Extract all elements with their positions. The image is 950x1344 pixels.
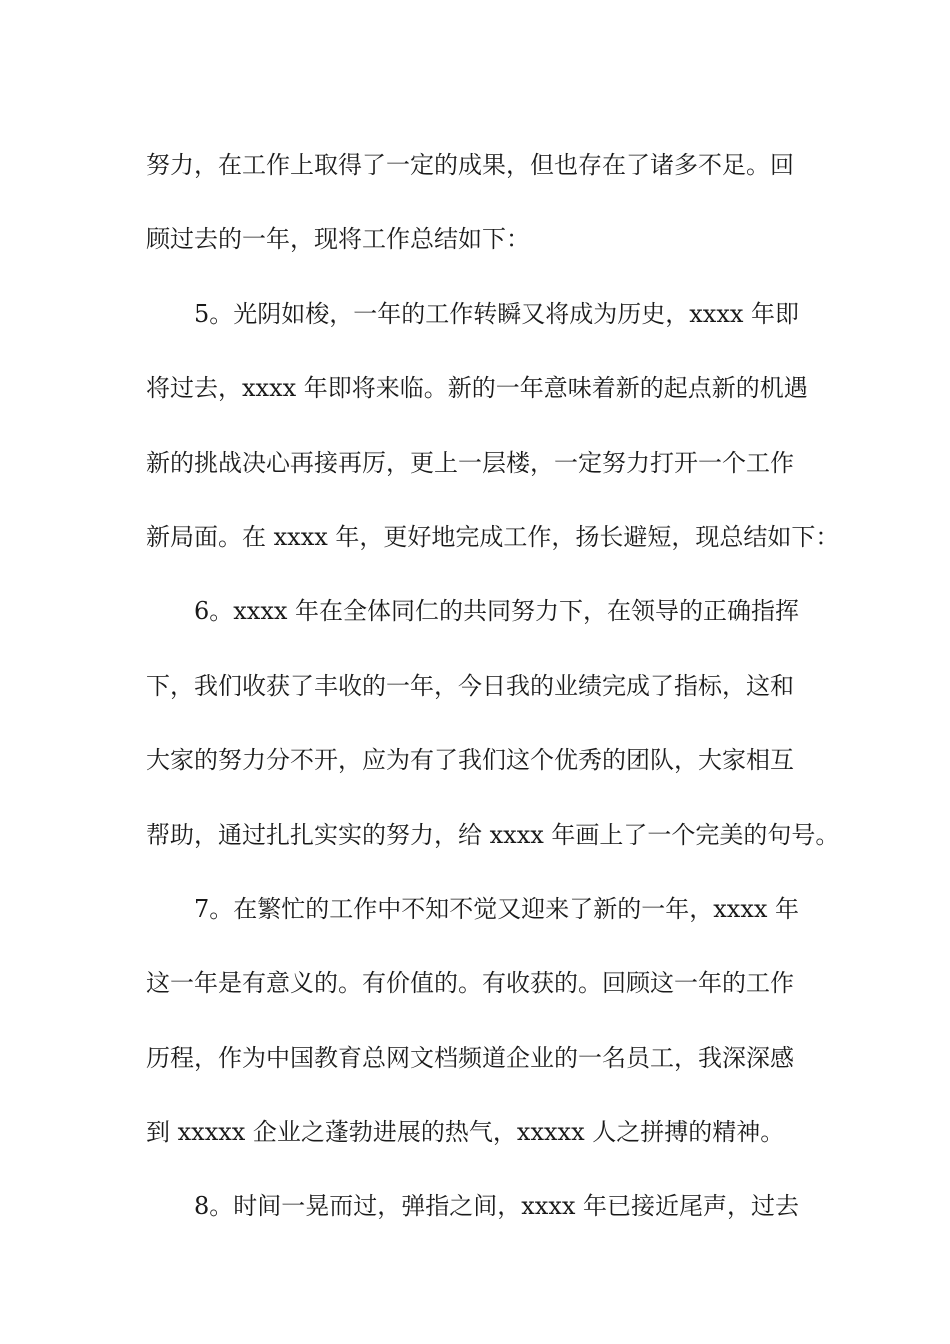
text-line-3: 5。光阴如梭，一年的工作转瞬又将成为历史，xxxx 年即 (194, 299, 800, 328)
text-line-13: 历程，作为中国教育总网文档频道企业的一名员工，我深深感 (146, 1043, 794, 1072)
text-line-7: 6。xxxx 年在全体同仁的共同努力下，在领导的正确指挥 (194, 597, 800, 626)
text-line-2: 顾过去的一年，现将工作总结如下： (146, 225, 530, 254)
text-line-11: 7。在繁忙的工作中不知不觉又迎来了新的一年，xxxx 年 (194, 894, 800, 923)
text-line-8: 下，我们收获了丰收的一年，今日我的业绩完成了指标，这和 (146, 671, 794, 700)
text-line-15: 8。时间一晃而过，弹指之间，xxxx 年已接近尾声，过去 (194, 1192, 800, 1221)
text-line-4: 将过去，xxxx 年即将来临。新的一年意味着新的起点新的机遇 (146, 374, 808, 403)
document-body (146, 128, 840, 1244)
text-line-1: 努力，在工作上取得了一定的成果，但也存在了诸多不足。回 (146, 151, 794, 179)
text-line-12: 这一年是有意义的。有价值的。有收获的。回顾这一年的工作 (146, 969, 794, 998)
text-line-6: 新局面。在 xxxx 年，更好地完成工作，扬长避短，现总结如下： (146, 522, 840, 551)
text-line-9: 大家的努力分不开，应为有了我们这个优秀的团队，大家相互 (146, 746, 794, 775)
text-line-10: 帮助，通过扎扎实实的努力，给 xxxx 年画上了一个完美的句号。 (146, 820, 840, 849)
text-line-14: 到 xxxxx 企业之蓬勃进展的热气，xxxxx 人之拼搏的精神。 (146, 1118, 785, 1147)
text-line-5: 新的挑战决心再接再厉，更上一层楼，一定努力打开一个工作 (146, 448, 794, 477)
